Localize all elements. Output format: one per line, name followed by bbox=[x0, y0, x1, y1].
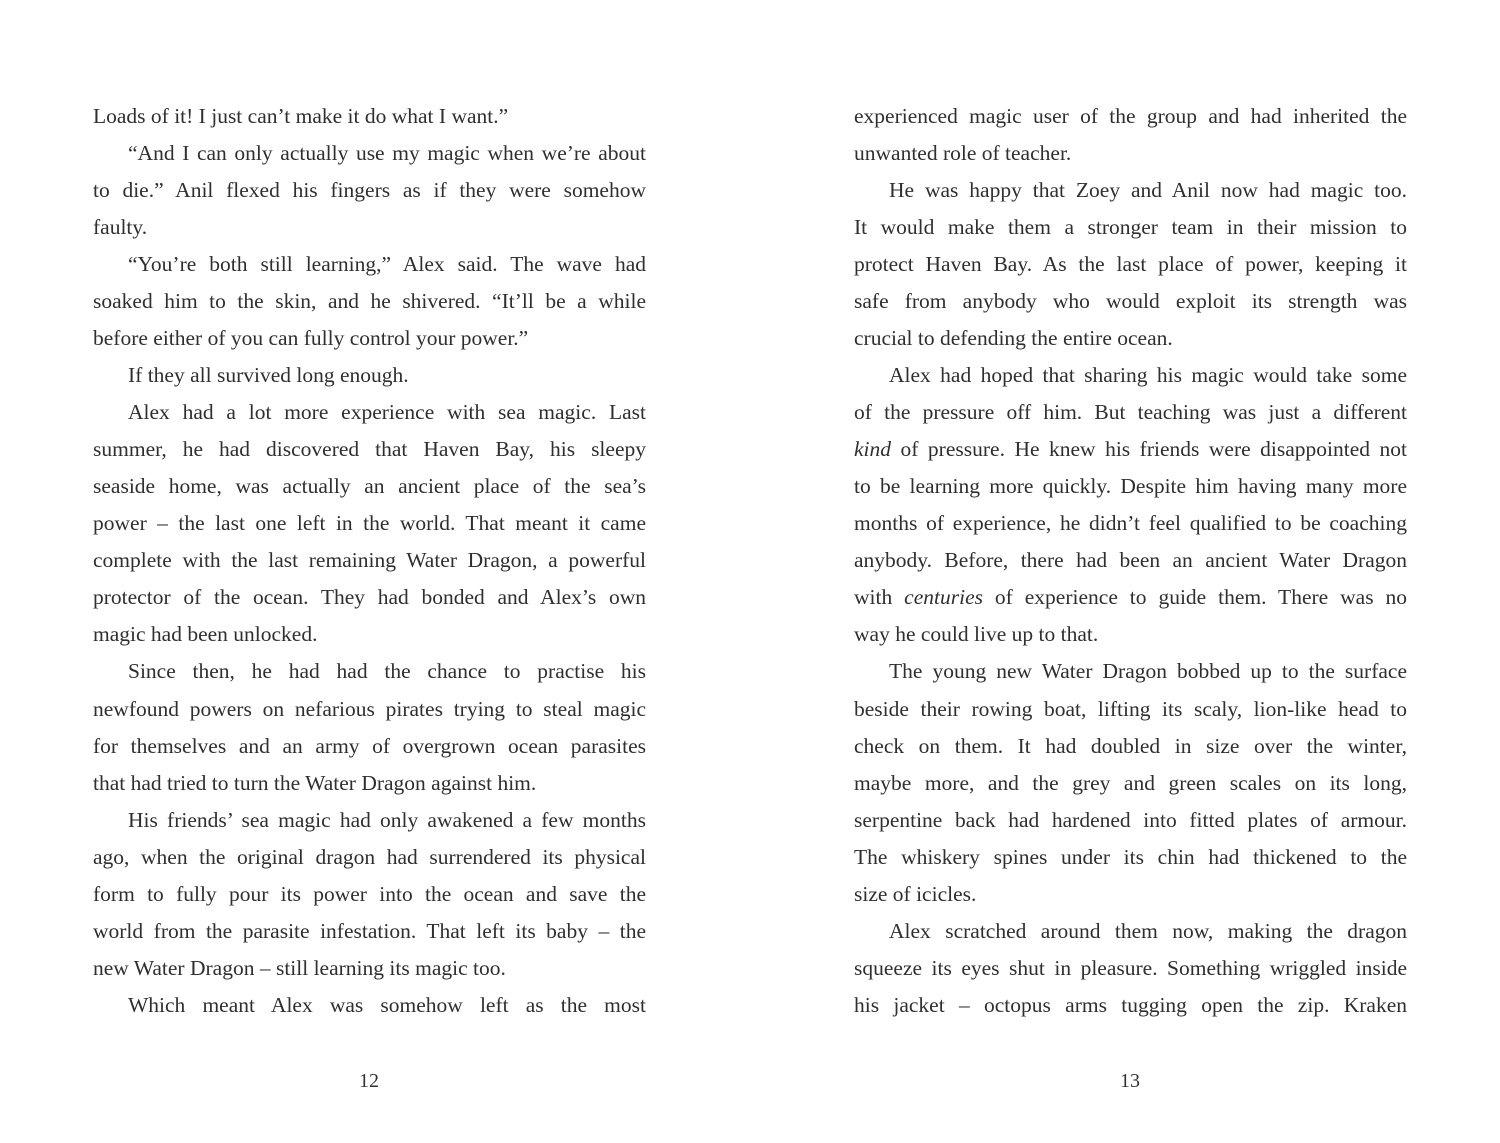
text-line: to be learning more quickly. Despite him having many more bbox=[854, 474, 1407, 499]
text-line: that had tried to turn the Water Dragon against him. bbox=[93, 770, 537, 795]
text-line: Alex had hoped that sharing his magic would take some bbox=[889, 363, 1407, 388]
text-line: seaside home, was actually an ancient place of the sea’s bbox=[93, 474, 646, 499]
text-line: The whiskery spines under its chin had thickened to the bbox=[854, 844, 1407, 869]
left-page-text bbox=[93, 98, 646, 1024]
text-line: beside their rowing boat, lifting its scaly, lion-like head to bbox=[854, 696, 1407, 721]
text-line: Since then, he had had the chance to practise his bbox=[128, 659, 646, 684]
text-line: of the pressure off him. But teaching was just a different bbox=[854, 400, 1407, 425]
text-segment: of experience to guide them. There was no bbox=[982, 585, 1407, 610]
text-line: way he could live up to that. bbox=[854, 622, 1099, 647]
text-line: squeeze its eyes shut in pleasure. Something wriggled inside bbox=[854, 955, 1407, 980]
text-line: Which meant Alex was somehow left as the most bbox=[128, 992, 646, 1017]
text-line bbox=[854, 579, 1407, 616]
text-line: summer, he had discovered that Haven Bay, his sleepy bbox=[93, 437, 646, 462]
text-line: new Water Dragon – still learning its magic too. bbox=[93, 955, 506, 980]
text-line: protector of the ocean. They had bonded and Alex’s own bbox=[93, 585, 646, 610]
text-line: safe from anybody who would exploit its strength was bbox=[854, 289, 1407, 314]
text-line: unwanted role of teacher. bbox=[854, 141, 1072, 166]
text-line: for themselves and an army of overgrown ocean parasites bbox=[93, 733, 646, 758]
text-line: Loads of it! I just can’t make it do what I want.” bbox=[93, 104, 509, 128]
text-line: crucial to defending the entire ocean. bbox=[854, 326, 1173, 351]
italic-word: centuries bbox=[904, 585, 983, 610]
text-line bbox=[854, 431, 1407, 468]
text-line: world from the parasite infestation. That left its baby – the bbox=[93, 918, 646, 943]
text-line: newfound powers on nefarious pirates trying to steal magic bbox=[93, 696, 646, 721]
text-line: form to fully pour its power into the ocean and save the bbox=[93, 881, 646, 906]
text-line: His friends’ sea magic had only awakened a few months bbox=[128, 807, 646, 832]
text-line: If they all survived long enough. bbox=[128, 363, 409, 388]
text-line: check on them. It had doubled in size over the winter, bbox=[854, 733, 1407, 758]
text-line: Alex scratched around them now, making the dragon bbox=[889, 918, 1407, 943]
text-line: magic had been unlocked. bbox=[93, 622, 318, 647]
text-line: size of icicles. bbox=[854, 881, 977, 906]
right-page-text bbox=[854, 98, 1407, 1024]
text-segment: of pressure. He knew his friends were disappointed not bbox=[891, 437, 1407, 462]
text-line: soaked him to the skin, and he shivered. “It’ll be a while bbox=[93, 289, 646, 314]
text-line: protect Haven Bay. As the last place of power, keeping it bbox=[854, 252, 1407, 277]
italic-word: kind bbox=[854, 437, 892, 462]
text-line: It would make them a stronger team in their mission to bbox=[854, 215, 1407, 240]
text-segment: with bbox=[854, 585, 905, 610]
text-line: to die.” Anil flexed his fingers as if they were somehow bbox=[93, 178, 646, 203]
text-line: The young new Water Dragon bobbed up to the surface bbox=[889, 659, 1407, 684]
left-page-number: 12 bbox=[359, 1070, 379, 1092]
text-line: before either of you can fully control your power.” bbox=[93, 326, 529, 351]
text-line: “And I can only actually use my magic when we’re about bbox=[128, 141, 646, 166]
text-line: He was happy that Zoey and Anil now had magic too. bbox=[889, 178, 1407, 203]
text-line: faulty. bbox=[93, 215, 148, 240]
text-line: anybody. Before, there had been an ancient Water Dragon bbox=[854, 548, 1407, 573]
text-line: complete with the last remaining Water Dragon, a powerful bbox=[93, 548, 646, 573]
text-line: his jacket – octopus arms tugging open the zip. Kraken bbox=[854, 992, 1407, 1017]
right-page-number: 13 bbox=[1120, 1070, 1140, 1092]
text-line: Alex had a lot more experience with sea magic. Last bbox=[128, 400, 646, 425]
text-line: ago, when the original dragon had surrendered its physical bbox=[93, 844, 646, 869]
text-line: experienced magic user of the group and had inherited the bbox=[854, 104, 1407, 128]
text-line: “You’re both still learning,” Alex said. The wave had bbox=[128, 252, 646, 277]
text-line: power – the last one left in the world. That meant it came bbox=[93, 511, 646, 536]
text-line: maybe more, and the grey and green scales on its long, bbox=[854, 770, 1407, 795]
text-line: months of experience, he didn’t feel qualified to be coaching bbox=[854, 511, 1407, 536]
text-line: serpentine back had hardened into fitted plates of armour. bbox=[854, 807, 1407, 832]
